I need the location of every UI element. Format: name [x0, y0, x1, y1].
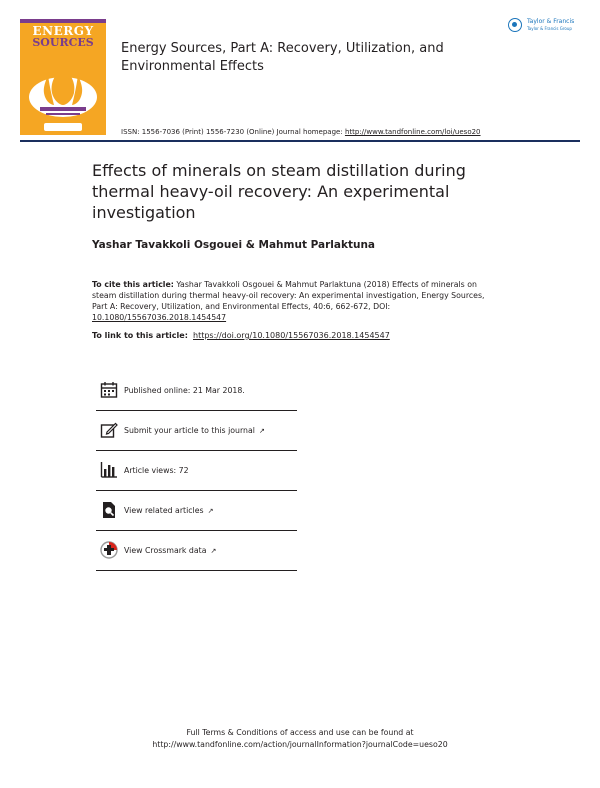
- published-online-text: Published online: 21 Mar 2018.: [124, 386, 245, 395]
- journal-cover-image: [20, 19, 106, 135]
- related-articles-row[interactable]: [96, 491, 297, 531]
- taylor-francis-logo-icon: [508, 18, 522, 32]
- cover-band: [20, 19, 106, 23]
- article-title: Effects of minerals on steam distillation during thermal heavy-oil recovery: An experimental investigation: [92, 161, 466, 222]
- article-info-panel: [96, 371, 297, 571]
- article-views-text: Article views: 72: [124, 466, 189, 475]
- cover-publisher-mark: [44, 123, 82, 131]
- citation-block: [92, 279, 502, 323]
- link-label: To link to this article:: [92, 331, 188, 340]
- publisher-logo[interactable]: [508, 15, 588, 37]
- article-doi-link[interactable]: https://doi.org/10.1080/15567036.2018.1454547: [193, 331, 390, 340]
- crossmark-row[interactable]: [96, 531, 297, 571]
- cover-title-line1: ENERGY: [32, 24, 94, 38]
- article-views-row: [96, 451, 297, 491]
- external-link-icon: ↗: [210, 547, 217, 555]
- submit-article-link[interactable]: [124, 426, 265, 435]
- crossmark-icon: [100, 541, 118, 559]
- link-to-article: [92, 331, 390, 340]
- cite-label: To cite this article:: [92, 280, 174, 289]
- external-link-icon: ↗: [258, 427, 265, 435]
- header-divider: [20, 140, 580, 142]
- cover-title-line2: SOURCES: [32, 36, 94, 49]
- journal-title[interactable]: Energy Sources, Part A: Recovery, Utilization, and Environmental Effects: [121, 41, 444, 74]
- journal-homepage-link[interactable]: http://www.tandfonline.com/loi/ueso20: [344, 128, 481, 136]
- published-online-row: [96, 371, 297, 411]
- terms-line1: Full Terms & Conditions of access and use can be found at: [186, 728, 414, 737]
- crossmark-text: View Crossmark data: [124, 546, 207, 555]
- cover-flame-icon: [26, 55, 100, 121]
- crossmark-link[interactable]: [124, 546, 216, 555]
- related-articles-link[interactable]: [124, 506, 213, 515]
- terms-link[interactable]: http://www.tandfonline.com/action/journalInformation?journalCode=ueso20: [152, 740, 448, 749]
- submit-article-text: Submit your article to this journal: [124, 426, 255, 435]
- external-link-icon: ↗: [207, 507, 214, 515]
- calendar-icon: [100, 381, 118, 399]
- related-articles-text: View related articles: [124, 506, 204, 515]
- publisher-subname: Taylor & Francis Group: [527, 26, 572, 31]
- article-authors: Yashar Tavakkoli Osgouei & Mahmut Parlaktuna: [92, 239, 376, 251]
- bar-chart-icon: [100, 461, 118, 479]
- issn-text: ISSN: 1556-7036 (Print) 1556-7230 (Online) Journal homepage:: [121, 128, 345, 136]
- cite-doi-link[interactable]: 10.1080/15567036.2018.1454547: [92, 313, 227, 322]
- submit-article-row[interactable]: [96, 411, 297, 451]
- cite-text: Yashar Tavakkoli Osgouei & Mahmut Parlaktuna (2018) Effects of minerals on steam distillation during thermal heavy-oil recovery: An experimental investigation, Energy Sources, Part A: Recovery, Utilization, and Environmental Effects, 40:6, 662-672, DOI:: [92, 280, 485, 311]
- terms-footer: [0, 727, 600, 751]
- publisher-name: Taylor & Francis: [527, 18, 575, 25]
- related-search-icon: [100, 501, 118, 519]
- issn-line: [121, 128, 481, 136]
- submit-edit-icon: [100, 421, 118, 439]
